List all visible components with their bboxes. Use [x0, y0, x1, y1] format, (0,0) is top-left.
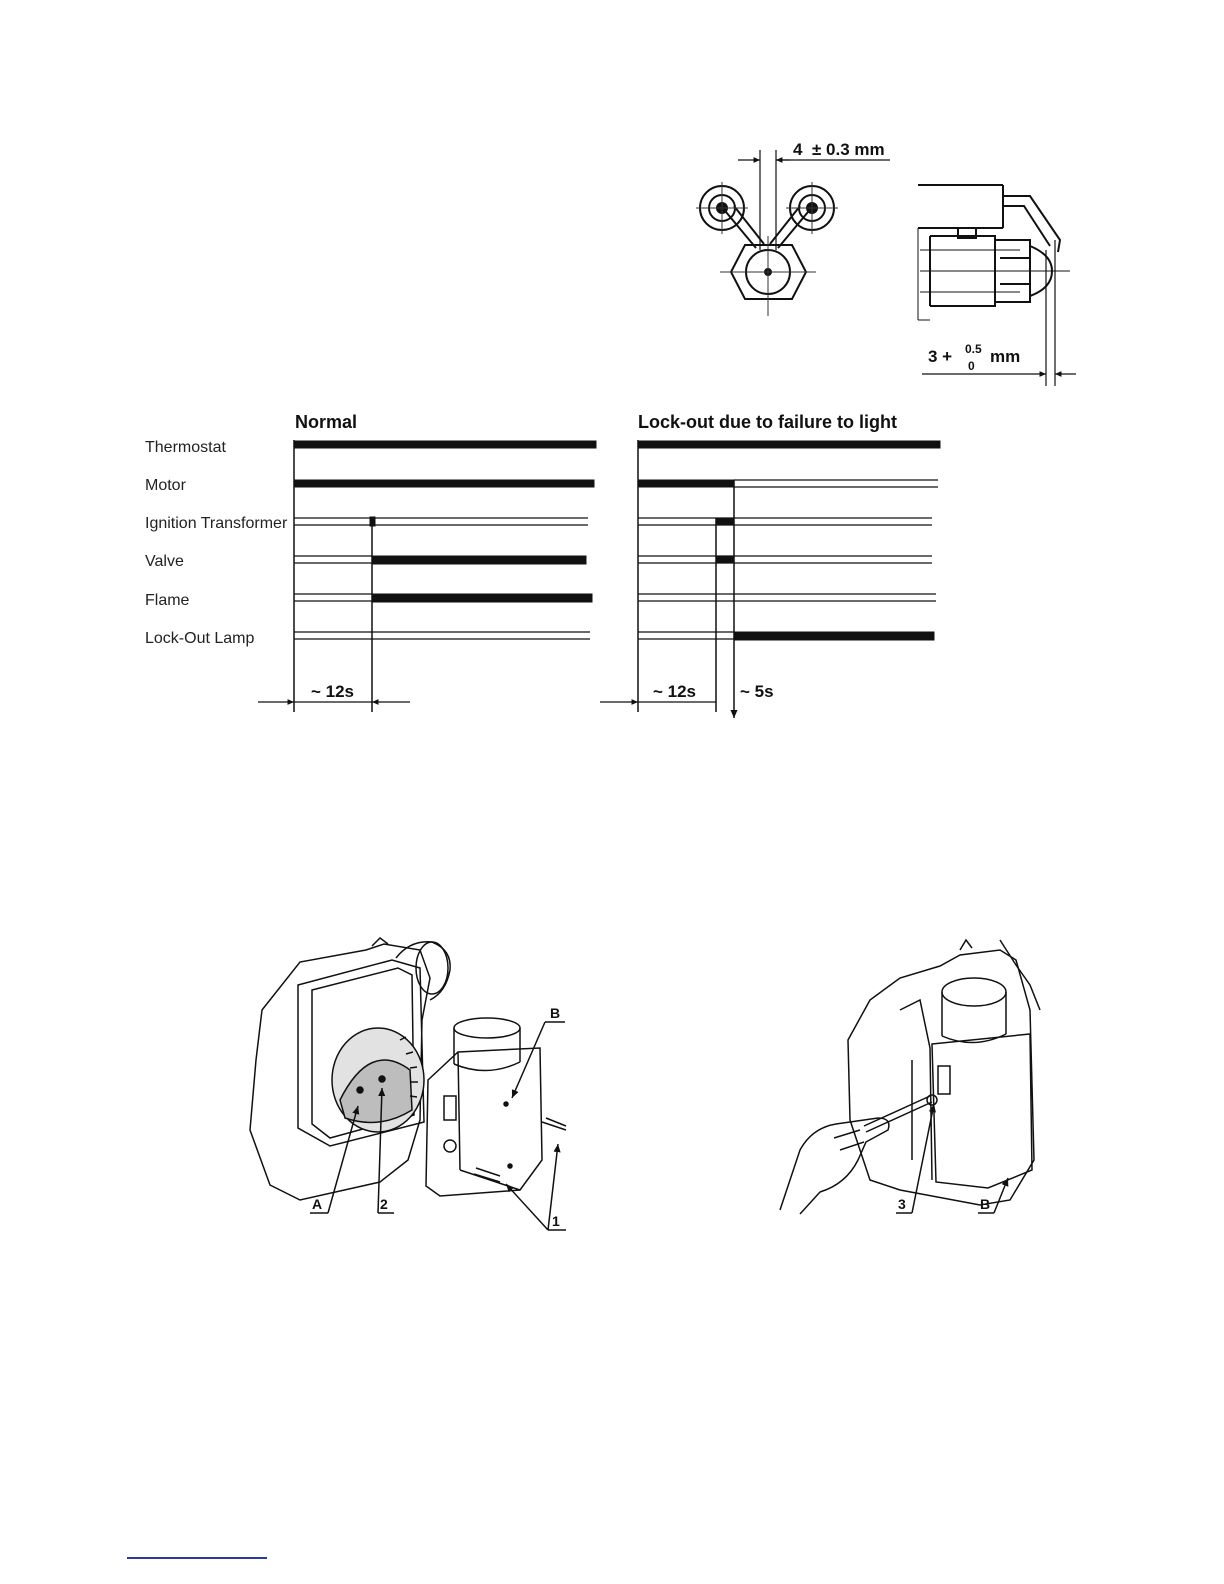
lockout-motor-on [638, 480, 734, 487]
normal-flame-off [294, 594, 372, 601]
normal-title: Normal [295, 412, 358, 432]
lockout-thermostat-on [638, 441, 940, 448]
lockout-time-label-12s: ~ 12s [653, 682, 697, 701]
signal-label-motor: Motor [145, 477, 186, 494]
signal-label-ignition-transformer: Ignition Transformer [145, 515, 288, 532]
callout-2: 2 [380, 1196, 388, 1212]
distance-tolerance-upper: 0.5 [965, 342, 982, 356]
footer-link-underline [127, 1557, 267, 1559]
normal-thermostat-on [294, 441, 596, 448]
lockout-valve-on [716, 556, 734, 563]
normal-flame-on [372, 594, 592, 602]
distance-dimension-value: 3 + [928, 347, 953, 366]
distance-dimension-unit: mm [990, 347, 1021, 366]
gap-dimension-tolerance: ± 0.3 mm [812, 140, 885, 159]
normal-ignition-pulse [370, 517, 375, 526]
distance-tolerance-lower: 0 [968, 359, 975, 373]
callout-b-left: B [550, 1005, 561, 1021]
burner-figure-right [780, 940, 1040, 1214]
lockout-time-label-5s: ~ 5s [740, 682, 774, 701]
callout-1: 1 [552, 1213, 560, 1229]
lockout-lamp-off [638, 632, 734, 639]
callout-a: A [312, 1196, 323, 1212]
normal-lamp-off [294, 632, 590, 639]
lockout-valve-off [638, 556, 932, 563]
timing-diagram [145, 412, 940, 718]
normal-valve-on [372, 556, 586, 564]
normal-valve-off [294, 556, 372, 563]
lockout-lamp-on [734, 632, 934, 640]
signal-label-thermostat: Thermostat [145, 439, 226, 456]
signal-label-flame: Flame [145, 592, 190, 609]
lockout-motor-off [734, 480, 938, 487]
burner-figure-left [250, 938, 566, 1230]
normal-time-label: ~ 12s [311, 682, 355, 701]
lockout-title: Lock-out due to failure to light [638, 412, 897, 432]
lockout-ignition-off [638, 518, 932, 525]
electrode-front-view [696, 150, 890, 316]
callout-3: 3 [898, 1196, 906, 1212]
normal-motor-on [294, 480, 594, 487]
lockout-ignition-on [716, 518, 734, 525]
signal-label-lockout-lamp: Lock-Out Lamp [145, 630, 255, 647]
signal-label-valve: Valve [145, 553, 184, 570]
lockout-flame-off [638, 594, 936, 601]
normal-ignition-off [294, 518, 588, 525]
callout-b-right: B [980, 1196, 991, 1212]
gap-dimension-value: 4 [793, 140, 803, 159]
